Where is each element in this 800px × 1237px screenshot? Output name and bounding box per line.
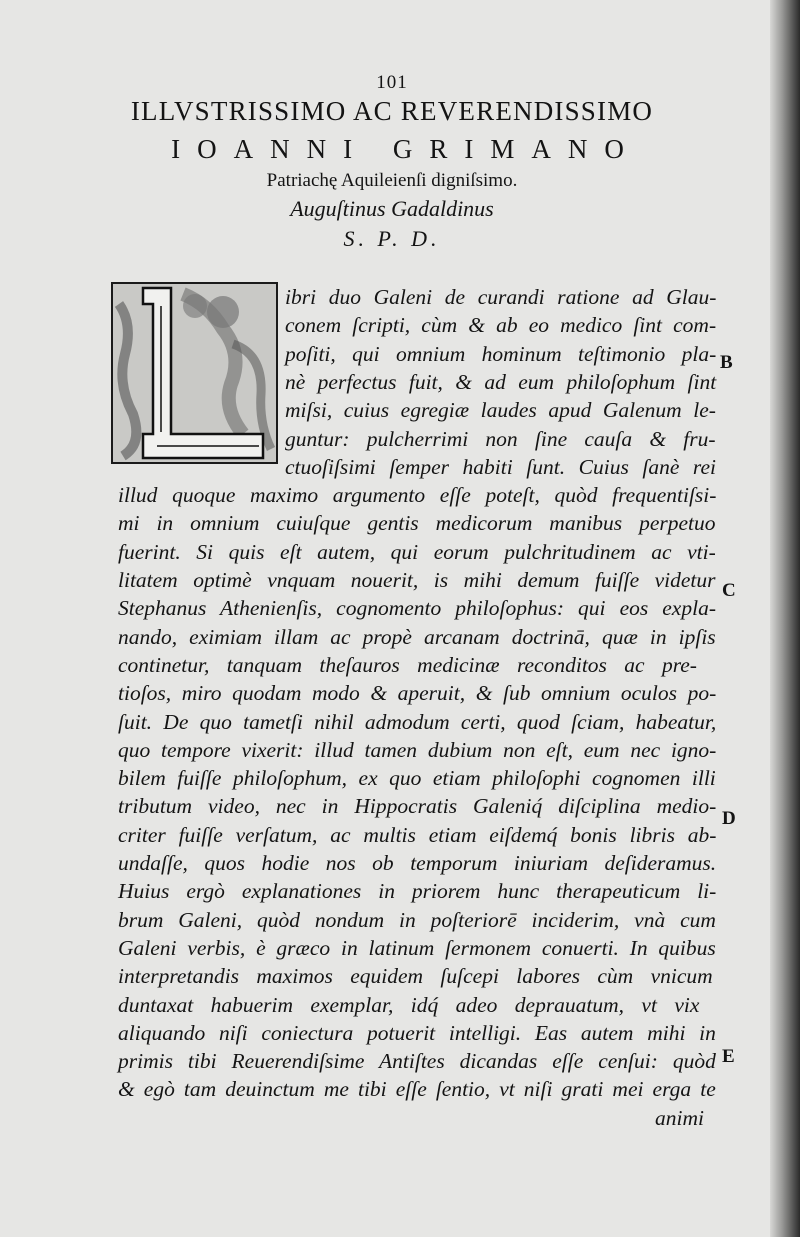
- dedication-heading-line-1: ILLVSTRISSIMO AC REVERENDISSIMO: [130, 96, 654, 126]
- text-line: & egò tam deuinctum me tibi eſſe ſentio, vt niſi grati mei erga te: [118, 1077, 716, 1102]
- text-line: nando, eximiam illam ac propè arcanam doctrinā, quæ in ipſis: [118, 624, 716, 649]
- text-line: interpretandis maximos equidem ſuſcepi labores cùm vnicum: [118, 964, 713, 989]
- text-line: ctuoſiſsimi ſemper habiti ſunt. Cuius ſanè rei: [285, 454, 717, 479]
- text-line: criter fuiſſe verſatum, ac multis etiam eiſdemq́ bonis libris ab-: [118, 822, 717, 847]
- text-line: tioſos, miro quodam modo & aperuit, & ſub omnium oculos po-: [118, 681, 717, 706]
- text-line: aliquando niſi coniectura potuerit intelligi. Eas autem mihi in: [118, 1020, 716, 1045]
- text-line: continetur, tanquam theſauros medicinæ reconditos ac pre-: [118, 652, 697, 677]
- text-line: Galeni verbis, è græco in latinum ſermonem conuerti. In quibus: [118, 935, 716, 960]
- text-line: duntaxat habuerim exemplar, idq́ adeo deprauatum, vt vix: [118, 992, 700, 1017]
- text-line: conem ſcripti, cùm & ab eo medico ſint com-: [285, 313, 717, 338]
- margin-letter-e: E: [722, 1046, 735, 1067]
- dedication-heading-line-2: IOANNI GRIMANO: [171, 134, 641, 164]
- text-line: animi: [655, 1105, 704, 1130]
- woodcut-initial-icon: [113, 284, 276, 462]
- text-line: tributum video, nec in Hippocratis Galeniq́ diſciplina medio-: [118, 794, 717, 819]
- text-line: undaſſe, quos hodie nos ob temporum iniuriam deſideramus.: [118, 851, 717, 875]
- page-edge-shadow: [770, 0, 800, 1237]
- text-line: brum Galeni, quòd nondum in poſteriorē inciderim, vnà cum: [118, 907, 716, 932]
- dedication-heading-line-3: Patriachę Aquileienſi digniſsimo.: [266, 170, 518, 191]
- text-line: guntur: pulcherrimi non ſine cauſa & fru-: [285, 426, 716, 451]
- text-line: quo tempore vixerit: illud tamen dubium non eſt, eum nec igno-: [118, 737, 717, 762]
- text-line: bilem fuiſſe philoſophum, ex quo etiam philoſophi cognomen illi: [118, 766, 716, 791]
- text-line: fuerint. Si quis eſt autem, qui eorum pulchritudinem ac vti-: [118, 539, 716, 564]
- text-line: ſuit. De quo tametſi nihil admodum certi, quod ſciam, habeatur,: [118, 709, 717, 734]
- margin-letter-b: B: [720, 352, 733, 373]
- text-line: nè perfectus fuit, & ad eum philoſophum ſint: [285, 369, 717, 394]
- author-name: Auguſtinus Gadaldinus: [290, 196, 494, 221]
- text-line: Huius ergò explanationes in priorem hunc therapeuticum li-: [118, 879, 717, 904]
- margin-letter-c: C: [722, 580, 736, 601]
- text-line: ibri duo Galeni de curandi ratione ad Glau-: [285, 285, 717, 309]
- text-line: miſsi, cuius egregiæ laudes apud Galenum le-: [285, 398, 716, 423]
- text-line: poſiti, qui omnium hominum teſtimonio pla-: [285, 341, 717, 366]
- text-line: litatem optimè vnquam nouerit, is mihi demum fuiſſe videtur: [118, 568, 716, 592]
- text-line: primis tibi Reuerendiſsime Antiſtes dicandas eſſe cenſui: quòd: [118, 1049, 716, 1074]
- decorated-initial-letter: [111, 282, 278, 464]
- page-number: 101: [376, 72, 408, 93]
- salutation: S. P. D.: [343, 226, 441, 251]
- text-line: illud quoque maximo argumento eſſe poteſt, quòd frequentiſsi-: [118, 483, 717, 508]
- text-line: mi in omnium cuiuſque gentis medicorum manibus perpetuo: [118, 511, 716, 536]
- margin-letter-d: D: [722, 808, 736, 829]
- text-line: Stephanus Athenienſis, cognomento philoſophus: qui eos expla-: [118, 596, 716, 621]
